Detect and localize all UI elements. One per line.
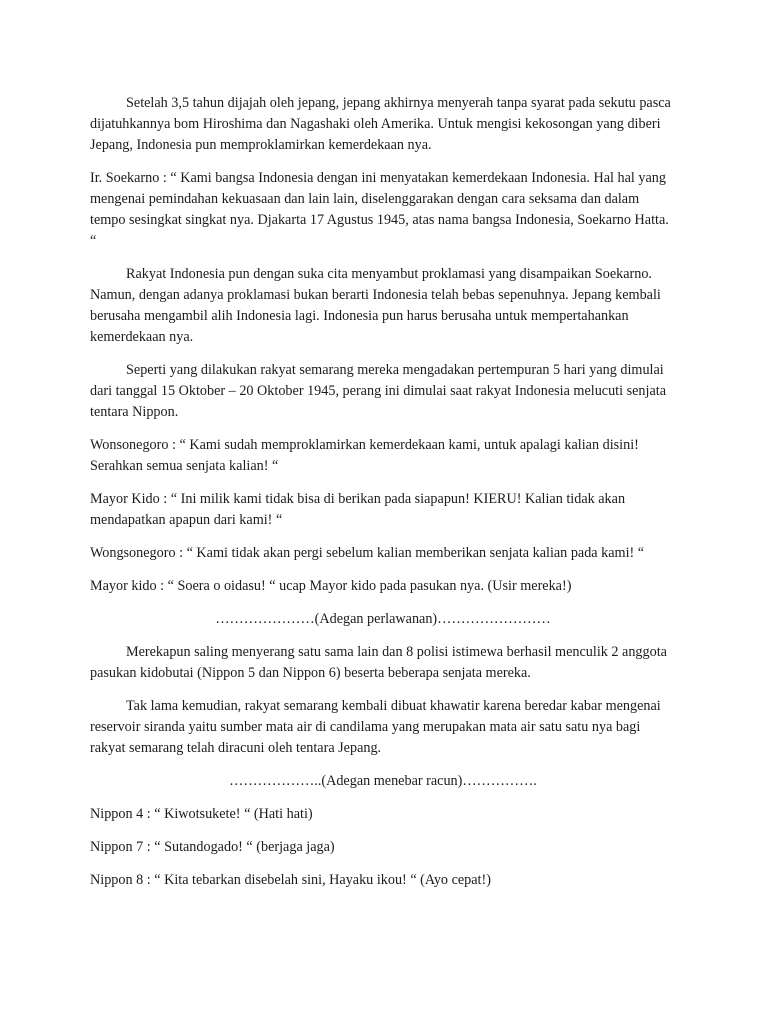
- scene-direction-racun: ………………..(Adegan menebar racun)…………….: [229, 773, 537, 789]
- paragraph-menculik: Merekapun saling menyerang satu sama lain dan 8 polisi istimewa berhasil menculik 2 anggota pasukan kidobutai (Nippon 5 dan Nippon 6) beserta beberapa senjata mereka.: [90, 644, 667, 681]
- paragraph-proklamasi: Rakyat Indonesia pun dengan suka cita menyambut proklamasi yang disampaikan Soekarno. Namun, dengan adanya proklamasi bukan berarti Indonesia telah bebas sepenuhnya. Jepang kembali berusaha mengambil alih Indonesia lagi. Indonesia pun harus berusaha untuk mempertahankan kemerdekaan nya.: [90, 266, 661, 345]
- dialogue-wongsonegoro: Wongsonegoro : “ Kami tidak akan pergi sebelum kalian memberikan senjata kalian pada kami! “: [90, 545, 645, 561]
- dialogue-nippon-8: Nippon 8 : “ Kita tebarkan disebelah sini, Hayaku ikou! “ (Ayo cepat!): [90, 872, 491, 888]
- dialogue-wonsonegoro: Wonsonegoro : “ Kami sudah memproklamirkan kemerdekaan kami, untuk apalagi kalian disini! Serahkan semua senjata kalian! “: [90, 437, 639, 474]
- paragraph-reservoir: Tak lama kemudian, rakyat semarang kembali dibuat khawatir karena beredar kabar mengenai reservoir siranda yaitu sumber mata air di candilama yang merupakan mata air satu satu nya bagi rakyat semarang telah diracuni oleh tentara Jepang.: [90, 698, 661, 756]
- paragraph-pertempuran: Seperti yang dilakukan rakyat semarang mereka mengadakan pertempuran 5 hari yang dimulai dari tanggal 15 Oktober – 20 Oktober 1945, perang ini dimulai saat rakyat Indonesia melucuti senjata tentara Nippon.: [90, 362, 667, 420]
- paragraph-intro: Setelah 3,5 tahun dijajah oleh jepang, jepang akhirnya menyerah tanpa syarat pada sekutu pasca dijatuhkannya bom Hiroshima dan Nagashaki oleh Amerika. Untuk mengisi kekosongan yang diberi Jepang, Indonesia pun memproklamirkan kemerdekaan nya.: [90, 95, 671, 153]
- dialogue-mayor-kido-2: Mayor kido : “ Soera o oidasu! “ ucap Mayor kido pada pasukan nya. (Usir mereka!): [90, 578, 572, 594]
- document-page: [90, 93, 676, 903]
- scene-direction-perlawanan: …………………(Adegan perlawanan)……………………: [215, 611, 551, 627]
- dialogue-soekarno: Ir. Soekarno : “ Kami bangsa Indonesia dengan ini menyatakan kemerdekaan Indonesia. Hal hal yang mengenai pemindahan kekuasaan dan lain lain, diselenggarakan dengan cara seksama dan dalam tempo sesingkat singkat nya. Djakarta 17 Agustus 1945, atas nama bangsa Indonesia, Soekarno Hatta. “: [90, 170, 669, 249]
- dialogue-nippon-7: Nippon 7 : “ Sutandogado! “ (berjaga jaga): [90, 839, 335, 855]
- dialogue-nippon-4: Nippon 4 : “ Kiwotsukete! “ (Hati hati): [90, 806, 313, 822]
- dialogue-mayor-kido: Mayor Kido : “ Ini milik kami tidak bisa di berikan pada siapapun! KIERU! Kalian tidak akan mendapatkan apapun dari kami! “: [90, 491, 626, 528]
